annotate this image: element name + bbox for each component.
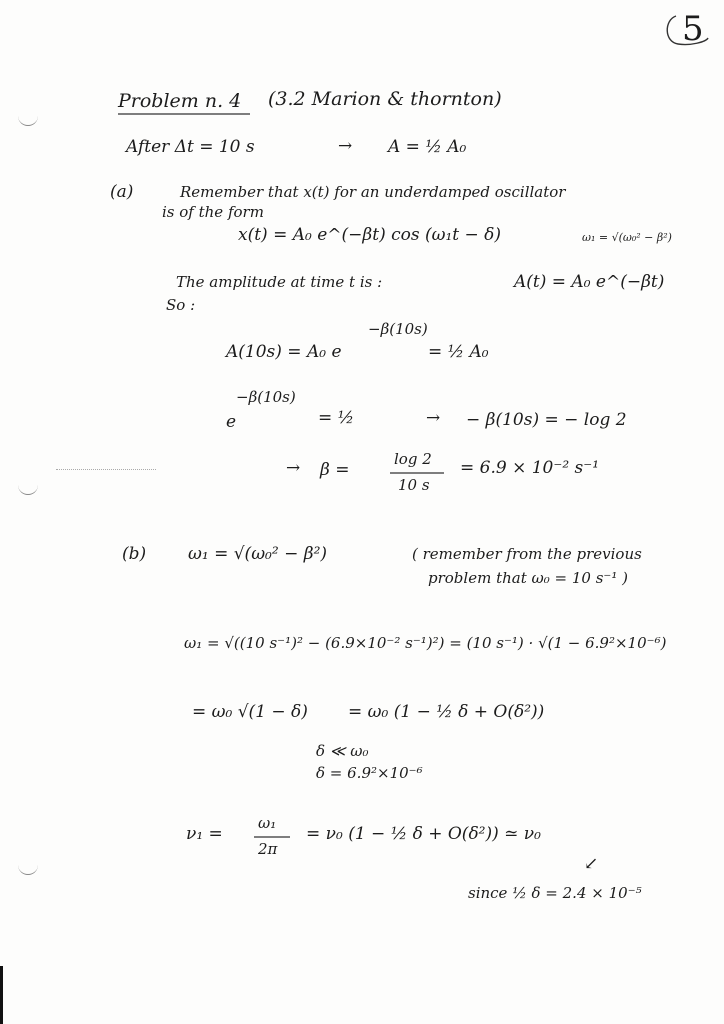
eq1-exponent: −β(10s) — [368, 320, 428, 338]
part-b-condition-1: δ ≪ ω₀ — [316, 742, 369, 760]
omega-definition: ω₁ = √(ω₀² − β²) — [582, 231, 672, 244]
binder-hole-mark — [18, 862, 38, 875]
part-a-text-1: Remember that x(t) for an underdamped oscillator — [180, 183, 566, 201]
part-a-text-2: is of the form — [162, 203, 264, 221]
amplitude-equation: A(t) = A₀ e^(−βt) — [514, 272, 665, 292]
scan-edge-bar — [0, 966, 3, 1024]
eq2-exponent: −β(10s) — [236, 388, 296, 406]
given-result: A = ½ A₀ — [388, 137, 467, 157]
check-arrow: ↙ — [584, 854, 599, 874]
eq3-result: = 6.9 × 10⁻² s⁻¹ — [460, 458, 600, 478]
part-b-condition-2: δ = 6.9²×10⁻⁶ — [316, 764, 423, 782]
eq3-arrow: → — [286, 458, 301, 478]
eq2-result: − β(10s) = − log 2 — [466, 410, 627, 430]
part-a-label: (a) — [110, 182, 134, 202]
eq3-denominator: 10 s — [398, 476, 430, 494]
eq2-rhs: = ½ — [318, 408, 355, 428]
part-b-eq1: ω₁ = √((10 s⁻¹)² − (6.9×10⁻² s⁻¹)²) = (10 s⁻¹) · √(1 − 6.9²×10⁻⁶) — [184, 634, 667, 652]
part-b-omega: ω₁ = √(ω₀² − β²) — [188, 544, 328, 564]
eq2-arrow: → — [426, 408, 441, 428]
eq3-lhs: β = — [320, 460, 350, 480]
so-text: So : — [166, 296, 196, 314]
problem-title: Problem n. 4 — [118, 90, 242, 112]
part-b-eq3-numerator: ω₁ — [258, 814, 277, 832]
x-of-t-equation: x(t) = A₀ e^(−βt) cos (ω₁t − δ) — [238, 225, 502, 245]
part-b-note-1: ( remember from the previous — [412, 545, 642, 563]
eq3-numerator: log 2 — [394, 450, 432, 468]
amplitude-text: The amplitude at time t is : — [176, 273, 383, 291]
given-arrow: → — [338, 136, 353, 156]
part-b-note-2: problem that ω₀ = 10 s⁻¹ ) — [428, 569, 628, 587]
part-b-eq3-denominator: 2π — [258, 840, 278, 858]
part-b-eq3b: = ν₀ (1 − ½ δ + O(δ²)) ≃ ν₀ — [306, 824, 541, 844]
eq2-lhs: e — [226, 412, 237, 432]
page-number: 5 — [682, 9, 704, 49]
problem-reference: (3.2 Marion & thornton) — [268, 88, 502, 110]
part-b-eq3a: ν₁ = — [186, 824, 223, 844]
given-condition: After Δt = 10 s — [126, 137, 255, 157]
eq1-rhs: = ½ A₀ — [428, 342, 489, 362]
part-b-eq2b: = ω₀ (1 − ½ δ + O(δ²)) — [348, 702, 545, 722]
since-text: since ½ δ = 2.4 × 10⁻⁵ — [468, 884, 642, 902]
part-b-eq2a: = ω₀ √(1 − δ) — [192, 702, 308, 722]
eq1-lhs: A(10s) = A₀ e — [226, 342, 342, 362]
part-b-label: (b) — [122, 544, 147, 564]
